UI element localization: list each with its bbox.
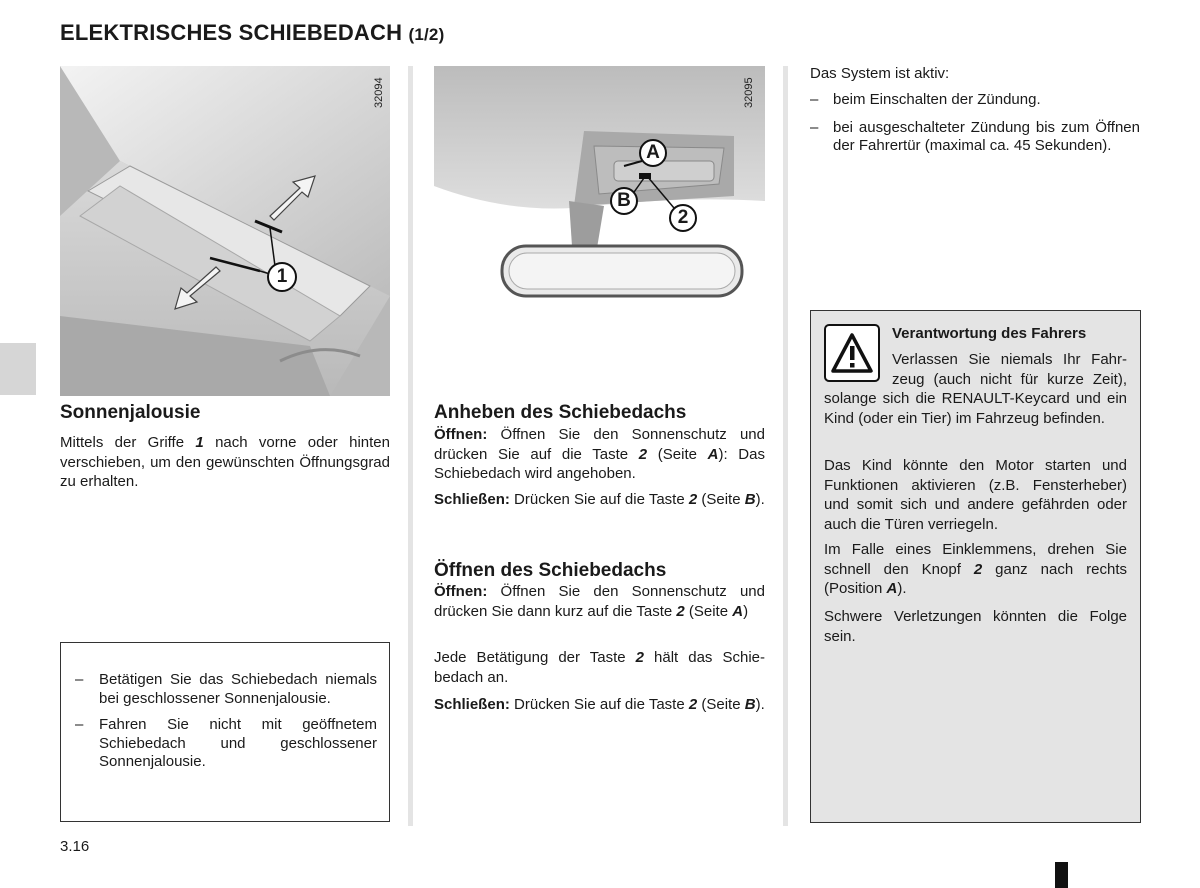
section-heading-anheben: Anheben des Schiebedachs — [434, 402, 687, 423]
section-heading-oeffnen: Öffnen des Schiebedachs — [434, 560, 667, 581]
anheben-close-text: Schließen: Drücken Sie auf die Taste 2 (Seite B). — [434, 491, 765, 508]
page-title-part: (1/2) — [408, 25, 445, 44]
warning-paragraph: Im Falle eines Einklemmens, drehen Sie schnell den Knopf 2 ganz nach rechts (Position A). — [824, 541, 1128, 597]
chapter-tab — [0, 343, 36, 395]
system-conditions-list — [810, 91, 1140, 165]
warning-box — [810, 310, 1141, 823]
warning-title: Verantwortung des Fahrers — [892, 325, 1087, 342]
note-item: – Betätigen Sie das Schiebedach niemals bei geschlossener Sonnenjalousie. — [75, 671, 377, 707]
list-item: – beim Einschalten der Zündung. — [810, 91, 1041, 108]
page-edge-marker — [1055, 862, 1068, 888]
note-box — [60, 642, 390, 822]
oeffnen-stop-text: Jede Betätigung der Taste 2 hält das Schiebedach an. — [434, 649, 765, 686]
warning-paragraph: Das Kind könnte den Motor starten und Funktionen aktivieren (z.B. Fensterheber) und somit sich und andere gefährden oder auch die Türen verriegeln. — [824, 457, 1127, 533]
callout-2: 2 — [669, 204, 697, 232]
warning-paragraph: Schwere Verletzungen könnten die Folge sein. — [824, 608, 1127, 645]
figure-code: 32094 — [373, 77, 385, 108]
oeffnen-close-text: Schließen: Drücken Sie auf die Taste 2 (Seite B). — [434, 696, 765, 713]
sunroof-figure — [60, 66, 390, 396]
section-heading-sonnenjalousie: Sonnenjalousie — [60, 402, 201, 423]
page-title-main: ELEKTRISCHES SCHIEBEDACH — [60, 20, 403, 45]
callout-1: 1 — [267, 262, 297, 292]
note-item: – Fahren Sie nicht mit geöffnetem Schiebedach und geschlossener Sonnenjalousie. — [75, 716, 377, 770]
system-intro: Das System ist aktiv: — [810, 65, 950, 82]
callout-a: A — [639, 139, 667, 167]
page-title — [60, 20, 444, 46]
column-divider — [783, 66, 788, 826]
figure-code: 32095 — [743, 77, 755, 108]
oeffnen-open-text: Öffnen: Öffnen Sie den Sonnenschutz und drücken Sie dann kurz auf die Taste 2 (Seite A) — [434, 583, 765, 620]
roof-console-figure — [434, 66, 765, 396]
list-item: – bei ausgeschalteter Zündung bis zum Öffnen der Fahrertür (maximal ca. 45 Sekunden). — [810, 118, 1140, 154]
sonnenjalousie-text: Mittels der Griffe 1 nach vorne oder hinten verschieben, um den gewünschten Öffnungsgrad zu erhalten. — [60, 434, 390, 490]
warning-paragraph: Verlassen Sie niemals Ihr Fahrzeug (auch nicht für kurze Zeit), solange sich die RENAULT-Keycard und ein Kind (oder ein Tier) im Fahrzeug befinden. — [824, 351, 1127, 427]
anheben-open-text: Öffnen: Öffnen Sie den Sonnenschutz und drücken Sie auf die Taste 2 (Seite A): Das Schiebedach wird angehoben. — [434, 426, 765, 482]
page-number: 3.16 — [60, 838, 90, 855]
callout-b: B — [610, 187, 638, 215]
column-divider — [408, 66, 413, 826]
